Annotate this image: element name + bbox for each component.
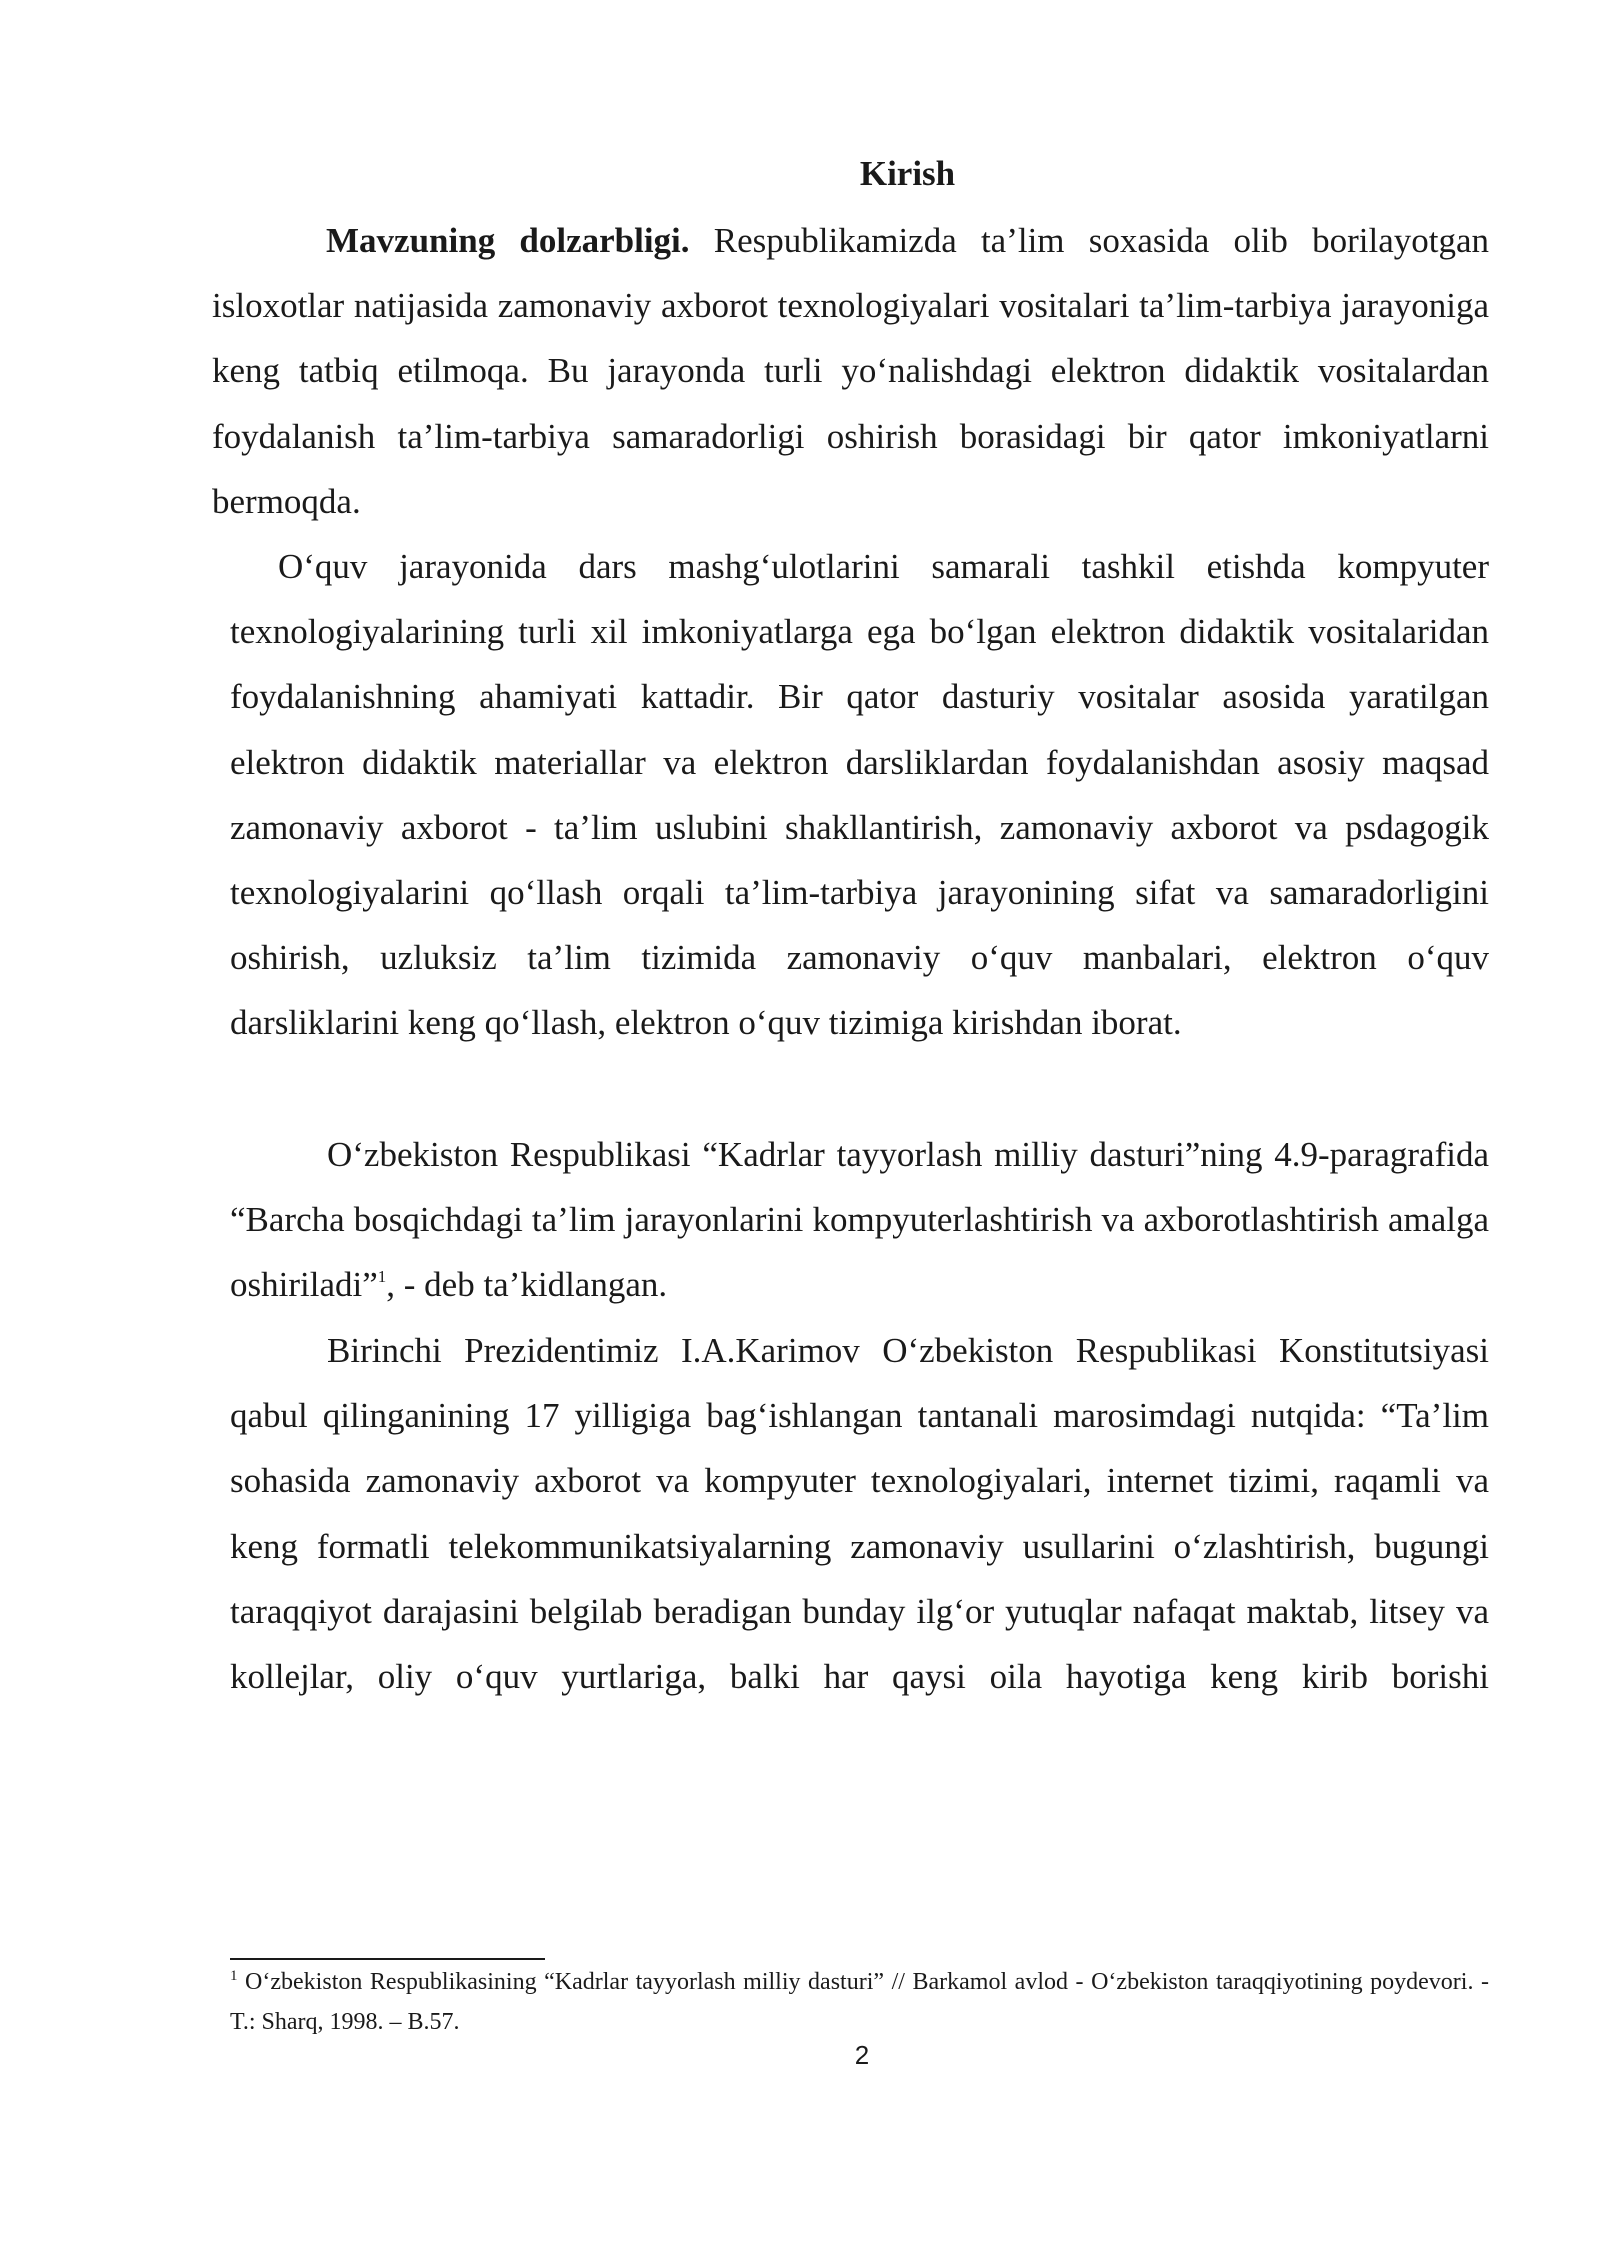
paragraph-educational-process: O‘quv jarayonida dars mashg‘ulotlarini samarali tashkil etishda kompyuter texnologiyalarining turli xil imkoniyatlarga ega bo‘lgan elektron didaktik vositalaridan foydalanishning ahamiyati kattadir. Bir qator dasturiy vositalar asosida yaratilgan elektron didaktik materiallar va elektron darsliklardan foydalanishdan asosiy maqsad zamonaviy axborot - ta’lim uslubini shakllantirish, zamonaviy axborot va psdagogik texnologiyalarini qo‘llash orqali ta’lim-tarbiya jarayonining sifat va samaradorligini oshirish, uzluksiz ta’lim tizimida zamonaviy o‘quv manbalari, elektron o‘quv darsliklarini keng qo‘llash, elektron o‘quv tizimiga kirishdan iborat. xyxy=(230,547,1489,1043)
paragraph-lead: Mavzuning dolzarbligi. xyxy=(326,221,690,260)
paragraph-president-speech: Birinchi Prezidentimiz I.A.Karimov O‘zbekiston Respublikasi Konstitutsiyasi qabul qilinganining 17 yilligiga bag‘ishlangan tantanali marosimdagi nutqida: “Ta’lim sohasida zamonaviy axborot va kompyuter texnologiyalari, internet tizimi, raqamli va keng formatli telekommunikatsiyalarning zamonaviy usullarini o‘zlashtirish, bugungi taraqqiyot darajasini belgilab beradigan bunday ilg‘or yutuqlar nafaqat maktab, litsey va kollejlar, oliy o‘quv yurtlariga, balki har qaysi oila hayotiga keng kirib borishi xyxy=(230,1331,1489,1697)
footnote-text: O‘zbekiston Respublikasining “Kadrlar tayyorlash milliy dasturi” // Barkamol avlod - O‘zbekiston taraqqiyotining poydevori. - T.: Sharq, 1998. – B.57. xyxy=(230,1969,1489,2035)
footnote-reference[interactable]: 1 xyxy=(377,1267,387,1287)
page-number: 2 xyxy=(854,2040,870,2070)
paragraph-relevance xyxy=(212,208,1489,534)
paragraph-text: , - deb ta’kidlangan. xyxy=(386,1265,668,1305)
footnote xyxy=(230,1964,1489,2041)
paragraph-text: Respublikamizda ta’lim soxasida olib borilayotgan isloxotlar natijasida zamonaviy axborot texnologiyalari vositalari ta’lim-tarbiya jarayoniga keng tatbiq etilmoqa. Bu jarayonda turli yo‘nalishdagi elektron didaktik vositalardan foydalanish ta’lim-tarbiya samaradorligi oshirish borasidagi bir qator imkoniyatlarni bermoqda. xyxy=(212,221,1490,521)
section-heading: Kirish xyxy=(859,154,956,193)
paragraph-text: O‘zbekiston Respublikasi “Kadrlar tayyorlash milliy dasturi”ning 4.9-paragrafida “Barcha bosqichdagi ta’lim jarayonlarini kompyuterlashtirish va axborotlashtirish amalga oshiriladi” xyxy=(230,1135,1489,1305)
footnote-marker: 1 xyxy=(230,1968,238,1984)
paragraph-national-program xyxy=(230,1122,1489,1324)
footnote-separator xyxy=(230,1958,545,1960)
